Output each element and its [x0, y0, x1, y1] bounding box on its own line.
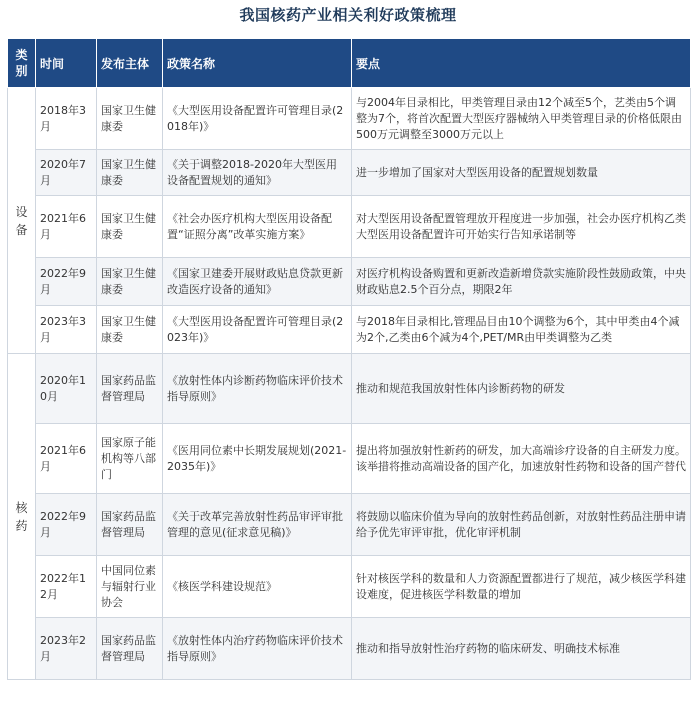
table-row: [8, 424, 691, 494]
issuer-cell: 国家卫生健康委: [97, 88, 163, 150]
table-row: [8, 354, 691, 424]
policy-table: [7, 38, 691, 680]
header-category: [8, 39, 36, 88]
header-category-label: 类别: [15, 48, 28, 78]
time-cell: 2023年2月: [36, 618, 97, 680]
header-points: 要点: [352, 39, 691, 88]
issuer-cell: 国家卫生健康委: [97, 150, 163, 196]
issuer-cell: 国家原子能机构等八部门: [97, 424, 163, 494]
time-cell: 2022年9月: [36, 494, 97, 556]
policy-cell: 《医用同位素中长期发展规划(2021-2035年)》: [163, 424, 352, 494]
category-label: 设备: [15, 204, 28, 237]
table-row: [8, 618, 691, 680]
table-row: [8, 88, 691, 150]
time-cell: 2022年9月: [36, 258, 97, 306]
issuer-cell: 国家药品监督管理局: [97, 494, 163, 556]
time-cell: 2020年10月: [36, 354, 97, 424]
table-row: [8, 150, 691, 196]
points-cell: 进一步增加了国家对大型医用设备的配置规划数量: [352, 150, 691, 196]
time-cell: 2022年12月: [36, 556, 97, 618]
policy-cell: 《大型医用设备配置许可管理目录(2023年)》: [163, 306, 352, 354]
points-cell: 对大型医用设备配置管理放开程度进一步加强，社会办医疗机构乙类大型医用设备配置许可开始实行告知承诺制等: [352, 196, 691, 258]
policy-cell: 《放射性体内诊断药物临床评价技术指导原则》: [163, 354, 352, 424]
table-row: [8, 556, 691, 618]
points-cell: 与2004年目录相比，甲类管理目录由12个减至5个，艺类由5个调整为7个，将首次配置大型医疗器械纳入甲类管理目录的价格低限由500万元调整至3000万元以上: [352, 88, 691, 150]
points-cell: 将鼓励以临床价值为导向的放射性药品创新，对放射性药品注册申请给予优先审评审批，优化审评机制: [352, 494, 691, 556]
issuer-cell: 国家药品监督管理局: [97, 618, 163, 680]
points-cell: 与2018年目录相比,管理品目由10个调整为6个，其中甲类由4个减为2个,乙类由6个减为4个,PET/MR由甲类调整为乙类: [352, 306, 691, 354]
table-header-row: [8, 39, 691, 88]
table-row: [8, 196, 691, 258]
policy-cell: 《关于调整2018-2020年大型医用设备配置规划的通知》: [163, 150, 352, 196]
time-cell: 2021年6月: [36, 196, 97, 258]
issuer-cell: 国家药品监督管理局: [97, 354, 163, 424]
points-cell: 推动和规范我国放射性体内诊断药物的研发: [352, 354, 691, 424]
policy-cell: 《国家卫建委开展财政贴息贷款更新改造医疗设备的通知》: [163, 258, 352, 306]
issuer-cell: 国家卫生健康委: [97, 258, 163, 306]
issuer-cell: 中国同位素与辐射行业协会: [97, 556, 163, 618]
table-row: [8, 494, 691, 556]
time-cell: 2023年3月: [36, 306, 97, 354]
time-cell: 2018年3月: [36, 88, 97, 150]
points-cell: 提出将加强放射性新药的研发，加大高端诊疗设备的自主研发力度。该举措将推动高端设备的国产化，加速放射性药物和设备的国产替代: [352, 424, 691, 494]
header-time: 时间: [36, 39, 97, 88]
category-cell: [8, 354, 36, 680]
policy-cell: 《大型医用设备配置许可管理目录(2018年)》: [163, 88, 352, 150]
points-cell: 对医疗机构设备购置和更新改造新增贷款实施阶段性鼓励政策，中央财政贴息2.5个百分点，期限2年: [352, 258, 691, 306]
table-row: [8, 258, 691, 306]
category-cell: [8, 88, 36, 354]
table-row: [8, 306, 691, 354]
policy-cell: 《核医学科建设规范》: [163, 556, 352, 618]
category-label: 核药: [15, 500, 28, 533]
points-cell: 推动和指导放射性治疗药物的临床研发、明确技术标准: [352, 618, 691, 680]
issuer-cell: 国家卫生健康委: [97, 196, 163, 258]
time-cell: 2021年6月: [36, 424, 97, 494]
table-body: [8, 88, 691, 680]
header-issuer: 发布主体: [97, 39, 163, 88]
page-title: 我国核药产业相关利好政策梳理: [239, 6, 457, 24]
issuer-cell: 国家卫生健康委: [97, 306, 163, 354]
policy-cell: 《放射性体内治疗药物临床评价技术指导原则》: [163, 618, 352, 680]
policy-cell: 《社会办医疗机构大型医用设备配置“证照分离”改革实施方案》: [163, 196, 352, 258]
time-cell: 2020年7月: [36, 150, 97, 196]
policy-cell: 《关于改革完善放射性药品审评审批管理的意见(征求意见稿)》: [163, 494, 352, 556]
header-policy: 政策名称: [163, 39, 352, 88]
points-cell: 针对核医学科的数量和人力资源配置都进行了规范，减少核医学科建设难度，促进核医学科数量的增加: [352, 556, 691, 618]
